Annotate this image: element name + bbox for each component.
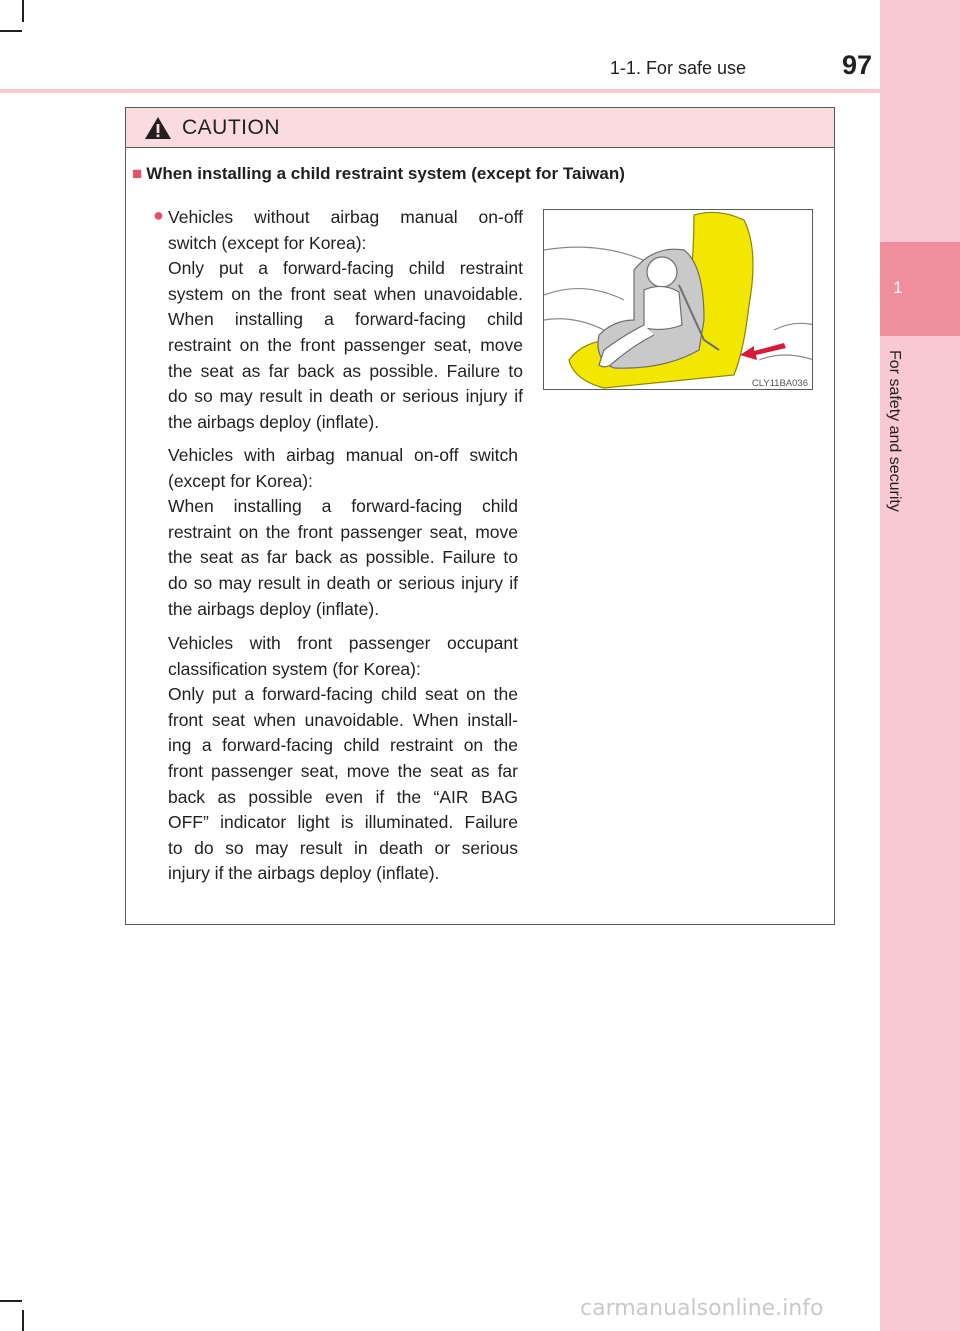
square-bullet-icon: ■: [132, 164, 143, 183]
crop-mark: [0, 1300, 22, 1302]
text-line: Vehicles with front passenger occupant: [168, 633, 518, 653]
header-rule: [0, 89, 960, 93]
text-line: back as possible even if the “AIR BAG: [168, 786, 518, 807]
caution-header: [126, 108, 834, 148]
text-line: the airbags deploy (inflate).: [168, 598, 380, 619]
text-line: ing a forward-facing child restraint on the: [168, 735, 518, 756]
round-bullet-icon: ●: [153, 205, 164, 225]
text-line: do so may result in death or serious injury if: [168, 386, 523, 407]
text-line: injury if the airbags deploy (inflate).: [168, 863, 440, 884]
text-line: the airbags deploy (inflate).: [168, 411, 380, 432]
text-line: When installing a forward-facing child: [168, 309, 523, 330]
text-line: front passenger seat, move the seat as far: [168, 760, 518, 781]
text-line: front seat when unavoidable. When install-: [168, 709, 518, 730]
caution-box: [125, 107, 835, 925]
chapter-title: For safety and security: [886, 350, 903, 512]
section-title: 1-1. For safe use: [609, 58, 746, 78]
side-tab-strip: [880, 0, 960, 1331]
text-line: Vehicles with airbag manual on-off switch: [168, 445, 518, 465]
text-line: the seat as far back as possible. Failure to: [168, 360, 523, 381]
text-line: classification system (for Korea):: [168, 658, 421, 679]
text-line: do so may result in death or serious injury if: [168, 572, 518, 593]
watermark: carmanualsonline.info: [580, 1296, 824, 1321]
text-line: system on the front seat when unavoidable.: [168, 283, 523, 304]
chapter-number: 1: [893, 278, 903, 297]
child-seat-illustration: [543, 209, 813, 390]
text-line: the seat as far back as possible. Failure to: [168, 547, 518, 568]
text-line: Only put a forward-facing child seat on the: [168, 684, 518, 705]
crop-mark: [22, 0, 24, 22]
text-line: OFF” indicator light is illuminated. Failure: [168, 812, 518, 833]
text-line: restraint on the front passenger seat, move: [168, 521, 518, 542]
text-line: Only put a forward-facing child restraint: [168, 258, 523, 279]
section-heading: [132, 164, 625, 184]
paragraph-2: [168, 443, 518, 622]
caution-title: CAUTION: [182, 116, 280, 139]
warning-icon: [144, 115, 172, 141]
page-number: 97: [841, 50, 872, 80]
crop-mark: [0, 30, 22, 32]
crop-mark: [22, 1310, 24, 1331]
section-heading-text: When installing a child restraint system (except for Taiwan): [146, 164, 625, 183]
child-seat-drawing: [544, 210, 813, 390]
paragraph-3: [168, 631, 518, 887]
text-line: switch (except for Korea):: [168, 232, 367, 253]
text-line: Vehicles without airbag manual on-off: [168, 207, 523, 227]
text-line: When installing a forward-facing child: [168, 496, 518, 517]
text-line: to do so may result in death or serious: [168, 837, 518, 858]
illustration-code: CLY11BA036: [751, 378, 808, 389]
text-line: restraint on the front passenger seat, move: [168, 334, 523, 355]
paragraph-1: [168, 205, 523, 435]
text-line: (except for Korea):: [168, 470, 313, 491]
